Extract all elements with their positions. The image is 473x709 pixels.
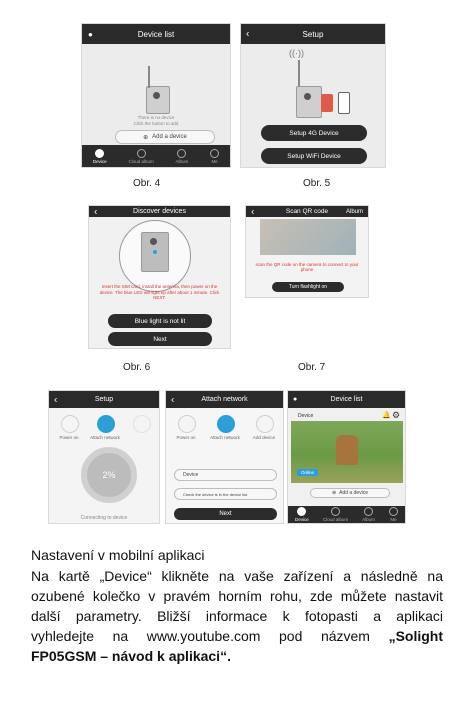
- step-attach-network: Attach network: [210, 435, 240, 440]
- progress-percent: 2%: [102, 470, 116, 480]
- power-on-step-icon: [61, 415, 79, 433]
- screen-title: Attach network: [201, 396, 248, 403]
- section-heading: Nastavení v mobilní aplikaci: [31, 547, 205, 563]
- screenshot-obr4: [81, 23, 231, 168]
- tab-me[interactable]: Me: [210, 149, 219, 164]
- title-bar: [166, 391, 283, 408]
- video-title-end: FP05GSM – návod k aplikaci“.: [31, 648, 231, 664]
- screenshot-obr5: [240, 23, 386, 168]
- screen-title: Discover devices: [133, 208, 186, 215]
- caption-obr5: Obr. 5: [303, 178, 331, 189]
- flashlight-button[interactable]: Turn flashlight on: [272, 282, 344, 292]
- screenshot-device-list-live: [287, 390, 406, 524]
- tab-album[interactable]: Album: [362, 507, 375, 522]
- deer-image: [336, 435, 358, 465]
- add-device-step-icon: [133, 415, 151, 433]
- empty-line2: Click the button to add: [133, 121, 179, 126]
- body-line-5: [31, 647, 443, 667]
- camera-viewfinder: [260, 219, 356, 255]
- body-line-4-text: vyhledejte na www.youtube.com pod názvem: [31, 628, 389, 644]
- screen-title: Device list: [137, 29, 175, 39]
- caption-obr7: Obr. 7: [298, 362, 326, 373]
- step-power-on: Power on: [59, 435, 79, 440]
- tab-device[interactable]: Device: [93, 149, 107, 164]
- cloud-icon: [331, 507, 340, 516]
- add-device-label: Add a device: [152, 134, 187, 140]
- antenna: [298, 60, 300, 86]
- screenshot-setup-progress: [48, 390, 160, 524]
- wifi-signal-icon: ((·)): [289, 48, 304, 58]
- video-title-start: „Solight: [388, 628, 443, 644]
- device-field[interactable]: Device: [174, 469, 277, 481]
- led-indicator: [153, 250, 157, 254]
- camera-snapshot[interactable]: [291, 421, 403, 483]
- screen-title: Device list: [330, 396, 363, 403]
- user-icon: [389, 507, 398, 516]
- title-bar: [89, 206, 230, 217]
- antenna: [148, 66, 150, 88]
- step-add-device: Add device: [252, 435, 276, 440]
- back-icon[interactable]: ‹: [171, 394, 175, 405]
- camera-lens: [153, 92, 160, 99]
- connecting-status: Connecting to device: [80, 515, 128, 521]
- device-list-field[interactable]: Check the device is in the device list: [174, 488, 277, 500]
- title-bar: [49, 391, 159, 408]
- setup-4g-button[interactable]: Setup 4G Device: [261, 125, 367, 141]
- tab-cloud-album[interactable]: Cloud album: [128, 149, 153, 164]
- image-icon: [177, 149, 186, 158]
- bell-icon[interactable]: 🔔: [382, 412, 391, 419]
- setup-wifi-button[interactable]: Setup WiFi Device: [261, 148, 367, 164]
- attach-network-step-icon: [217, 415, 235, 433]
- title-bar: [288, 391, 405, 408]
- screenshot-obr6: [88, 205, 231, 349]
- add-device-button[interactable]: [115, 130, 215, 144]
- plus-icon: ⊕: [143, 134, 149, 141]
- scan-hint: scan the QR code on the camera to connect to your phone: [255, 262, 359, 272]
- body-line-4: [31, 627, 443, 647]
- screen-title: Setup: [94, 396, 114, 403]
- title-bar: [82, 24, 230, 44]
- body-line-2: ozubené kolečko v pravém horním rohu, zde můžete nastavit: [31, 588, 443, 604]
- tab-album[interactable]: Album: [176, 149, 189, 164]
- title-bar: [241, 24, 385, 44]
- plus-icon: ⊕: [331, 490, 337, 496]
- step-power-on: Power on: [176, 435, 196, 440]
- tab-me[interactable]: Me: [389, 507, 398, 522]
- next-button[interactable]: Next: [174, 508, 277, 520]
- title-bar: [246, 206, 368, 217]
- back-icon[interactable]: ‹: [54, 394, 58, 405]
- phone-icon: [338, 92, 350, 114]
- image-icon: [364, 507, 373, 516]
- add-device-button[interactable]: ⊕ Add a device: [310, 488, 390, 498]
- camera-lens: [304, 93, 311, 100]
- power-on-step-icon: [178, 415, 196, 433]
- camera-icon: [95, 149, 104, 158]
- back-icon[interactable]: ‹: [251, 206, 255, 217]
- tab-device[interactable]: Device: [295, 507, 309, 522]
- tab-bar: [288, 506, 405, 523]
- back-icon[interactable]: ‹: [94, 206, 98, 217]
- camera-icon: [297, 507, 306, 516]
- screenshot-obr7: [245, 205, 369, 298]
- screenshot-attach-network: [165, 390, 284, 524]
- location-icon: ●: [88, 29, 93, 39]
- blue-light-not-lit-button[interactable]: Blue light is not lit: [108, 314, 212, 328]
- camera-illustration: [296, 86, 322, 118]
- step-attach-network: Attach network: [90, 435, 120, 440]
- sim-card-icon: [321, 94, 333, 112]
- online-badge: Online: [297, 469, 318, 476]
- screen-title: Scan QR code: [285, 208, 329, 215]
- empty-line1: There is no device: [137, 115, 175, 120]
- screen-title: Setup: [302, 29, 324, 39]
- caption-obr6: Obr. 6: [123, 362, 151, 373]
- caption-obr4: Obr. 4: [133, 178, 161, 189]
- back-icon[interactable]: ‹: [246, 28, 250, 40]
- cloud-icon: [137, 149, 146, 158]
- next-button[interactable]: Next: [108, 332, 212, 346]
- album-link[interactable]: Album: [345, 208, 363, 215]
- body-line-3: další parametry. Bližší informace k fotopasti a aplikaci: [31, 608, 443, 624]
- instruction-text: Insert the SIM card, install the antenna, then power on the device. The blue LED will light up after about 1 minute. Click NEXT.: [99, 284, 220, 300]
- user-icon: [210, 149, 219, 158]
- device-name: Device: [298, 413, 314, 419]
- attach-network-step-icon: [97, 415, 115, 433]
- add-device-step-icon: [256, 415, 274, 433]
- settings-gear-icon[interactable]: ⚙: [392, 410, 401, 420]
- progress-ring: [81, 447, 137, 503]
- camera-illustration: [146, 86, 170, 114]
- location-icon: ●: [293, 396, 298, 403]
- tab-cloud-album[interactable]: Cloud album: [323, 507, 348, 522]
- tab-bar: [82, 145, 230, 167]
- body-line-1: Na kartě „Device“ klikněte na vaše zařízení a následně na: [31, 568, 443, 584]
- camera-lens: [150, 238, 157, 245]
